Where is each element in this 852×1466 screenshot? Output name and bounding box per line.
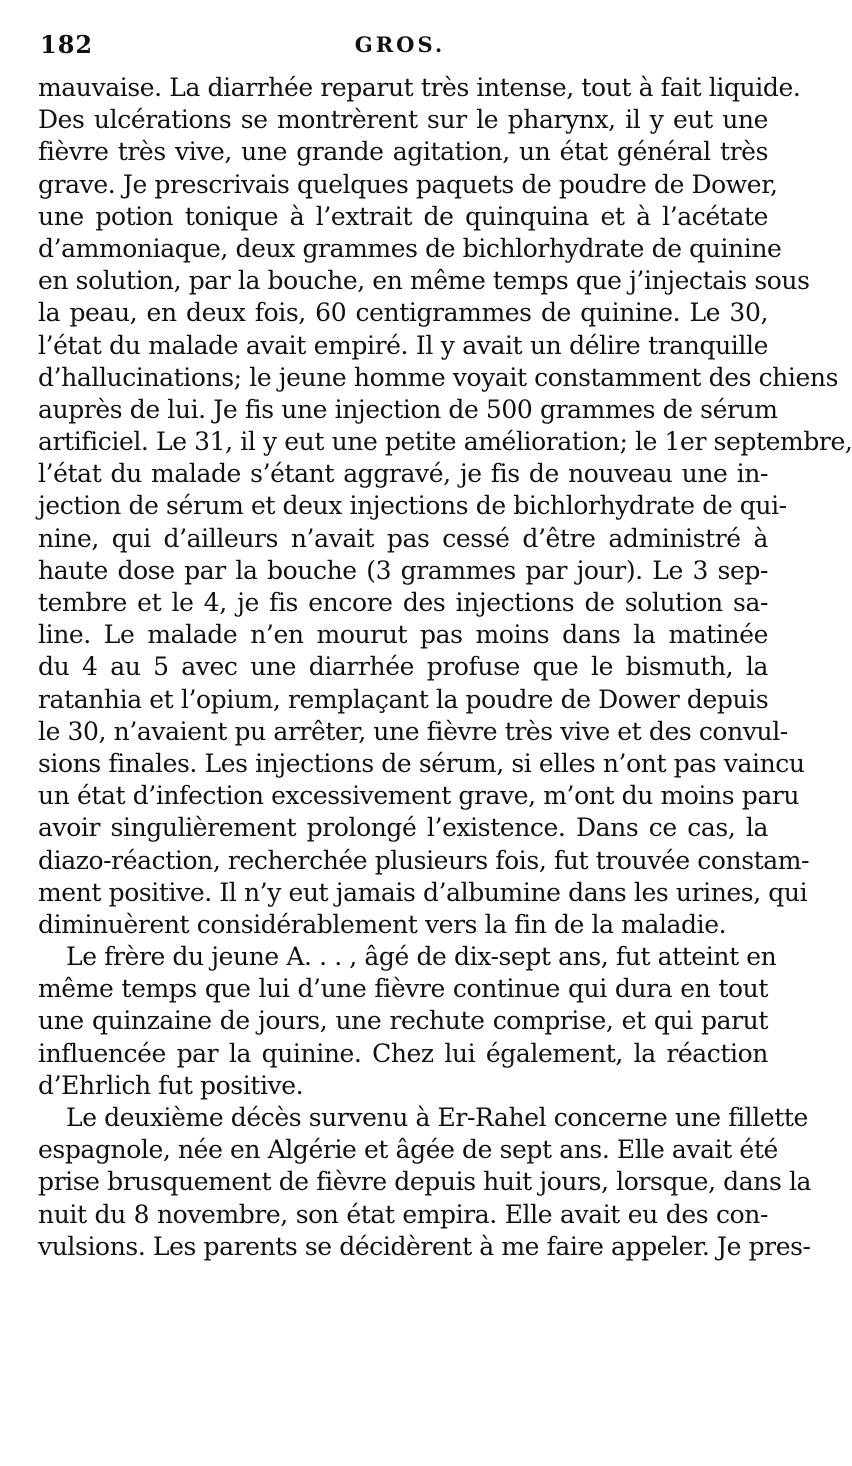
text-line: prise brusquement de fièvre depuis huit jours, lorsque, dans la — [38, 1167, 812, 1197]
text-line: espagnole, née en Algérie et âgée de sept ans. Elle avait été — [38, 1135, 778, 1165]
text-line: diminuèrent considérablement vers la fin de la maladie. — [38, 909, 727, 939]
text-line: Des ulcérations se montrèrent sur le pharynx, il y eut une — [38, 105, 768, 135]
text-line: une potion tonique à l’extrait de quinquina et à l’acétate — [38, 201, 768, 231]
text-line: d’hallucinations; le jeune homme voyait constamment des chiens — [38, 362, 839, 392]
text-line: vulsions. Les parents se décidèrent à me faire appeler. Je pres- — [38, 1231, 811, 1261]
text-line: un état d’infection excessivement grave, m’ont du moins paru — [38, 781, 800, 811]
text-line: auprès de lui. Je fis une injection de 500 grammes de sérum — [38, 394, 778, 424]
text-line: mauvaise. La diarrhée reparut très intense, tout à fait liquide. — [38, 73, 801, 102]
text-line: artificiel. Le 31, il y eut une petite amélioration; le 1er septembre, — [38, 427, 852, 457]
text-line: d’Ehrlich fut positive. — [38, 1070, 304, 1100]
text-line: Le frère du jeune A. . . , âgé de dix-sept ans, fut atteint en — [66, 942, 777, 972]
text-line: line. Le malade n’en mourut pas moins dans la matinée — [38, 620, 768, 650]
text-line: grave. Je prescrivais quelques paquets de poudre de Dower, — [38, 169, 778, 199]
text-line: influencée par la quinine. Chez lui également, la réaction — [38, 1038, 768, 1068]
text-line: sions finales. Les injections de sérum, si elles n’ont pas vaincu — [38, 748, 805, 778]
text-line: nuit du 8 novembre, son état empira. Elle avait eu des con- — [38, 1199, 768, 1229]
text-line: ment positive. Il n’y eut jamais d’albumine dans les urines, qui — [38, 877, 808, 907]
text-line: avoir singulièrement prolongé l’existence. Dans ce cas, la — [38, 813, 768, 843]
text-line: diazo-réaction, recherchée plusieurs fois, fut trouvée constam- — [38, 845, 810, 875]
body-text — [38, 72, 852, 1263]
text-line: même temps que lui d’une fièvre continue qui dura en tout — [38, 974, 768, 1004]
text-line: jection de sérum et deux injections de bichlorhydrate de qui- — [38, 491, 787, 521]
text-line: ratanhia et l’opium, remplaçant la poudre de Dower depuis — [38, 684, 769, 714]
text-line: le 30, n’avaient pu arrêter, une fièvre très vive et des convul- — [38, 716, 788, 746]
text-line: du 4 au 5 avec une diarrhée profuse que le bismuth, la — [38, 652, 768, 682]
text-line: d’ammoniaque, deux grammes de bichlorhydrate de quinine — [38, 233, 782, 263]
text-line: l’état du malade avait empiré. Il y avait un délire tranquille — [38, 330, 768, 360]
text-line: une quinzaine de jours, une rechute comprise, et qui parut — [38, 1006, 768, 1036]
running-head: GROS. — [354, 32, 446, 57]
text-line: l’état du malade s’étant aggravé, je fis de nouveau une in- — [38, 459, 768, 489]
text-line: la peau, en deux fois, 60 centigrammes de quinine. Le 30, — [38, 298, 768, 328]
text-line: en solution, par la bouche, en même temps que j’injectais sous — [38, 266, 810, 296]
text-line: haute dose par la bouche (3 grammes par jour). Le 3 sep- — [38, 555, 768, 585]
page-header — [40, 30, 760, 70]
text-line: tembre et le 4, je fis encore des injections de solution sa- — [38, 588, 768, 617]
text-line: Le deuxième décès survenu à Er-Rahel concerne une fillette — [66, 1103, 808, 1132]
text-line: fièvre très vive, une grande agitation, un état général très — [38, 137, 768, 167]
page-number: 182 — [40, 30, 94, 59]
text-line: nine, qui d’ailleurs n’avait pas cessé d’être administré à — [38, 523, 768, 553]
